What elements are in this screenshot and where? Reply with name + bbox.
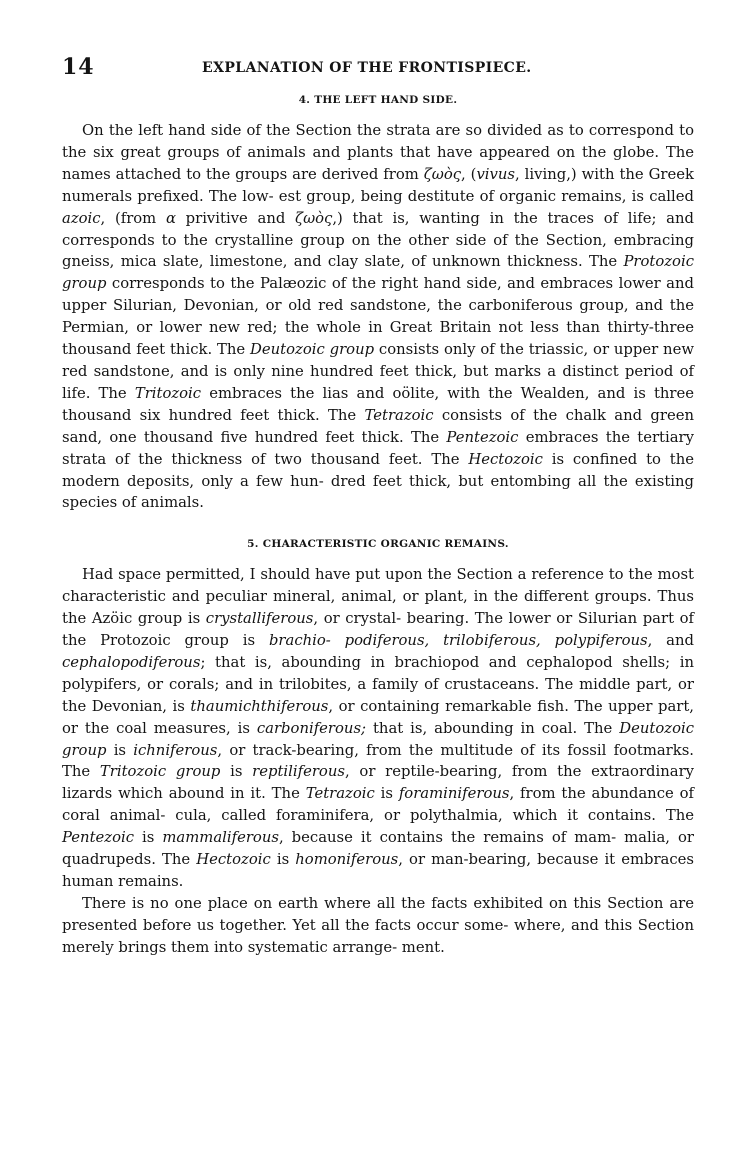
paragraph-closing: There is no one place on earth where all the facts exhibited on this Section are presented before us together. Yet all the facts occur some- where, and this Section merely brings them into systematic arrange- ment. <box>62 894 694 956</box>
paragraph-organic-remains: Had space permitted, I should have put upon the Section a reference to the most characteristic and peculiar mineral, animal, or plant, in the different groups. Thus the Azöic group is crystalliferous, or crystal- bearing. The lower or Silurian part of the Protozoic group is brachio- podiferous, trilobiferous, polypiferous, and cephalopodiferous; that is, abounding in brachiopod and cephalopod shells; in polypifers, or corals; and in trilobites, a family of crustaceans. The middle part, or the Devonian, is thaumichthiferous, or containing remarkable fish. The upper part, or the coal measures, is carboniferous; that is, abounding in coal. The Deutozoic group is ichniferous, or track-bearing, from the multitude of its fossil footmarks. The Tritozoic group is reptiliferous, or reptile-bearing, from the extraordinary lizards which abound in it. The Tetrazoic is foraminiferous, from the abundance of coral animal- cula, called foraminifera, or polythalmia, which it contains. The Pentezoic is mammaliferous, because it contains the remains of mam- malia, or quadrupeds. The Hectozoic is homoniferous, or man-bearing, because it embraces human remains. <box>62 566 695 890</box>
paragraph-left-hand-side: On the left hand side of the Section the strata are so divided as to correspond to the six great groups of animals and plants that have appeared on the globe. The names attached to the groups are derived from ζωὸς, (vivus, living,) with the Greek numerals prefixed. The low- est group, being destitute of organic remains, is called azoic, (from α privitive and ζωὸς,) that is, wanting in the traces of life; and corresponds to the crystalline group on the other side of the Section, embracing gneiss, mica slate, limestone, and clay slate, of unknown thickness. The Protozoic group corresponds to the Palæozic of the right hand side, and embraces lower and upper Silurian, Devonian, or old red sandstone, the carboniferous group, and the Permian, or lower new red; the whole in Great Britain not less than thirty-three thousand feet thick. The Deutozoic group consists only of the triassic, or upper new red sandstone, and is only nine hundred feet thick, but marks a distinct period of life. The Tritozoic embraces the lias and oölite, with the Wealden, and is three thousand six hundred feet thick. The Tetrazoic consists of the chalk and green sand, one thousand five hundred feet thick. The Pentezoic embraces the tertiary strata of the thickness of two thousand feet. The Hectozoic is confined to the modern deposits, only a few hun- dred feet thick, but entombing all the existing species of animals. <box>62 122 695 512</box>
section-heading-organic-remains: 5. CHARACTERISTIC ORGANIC REMAINS. <box>247 538 509 551</box>
running-head <box>62 54 694 84</box>
page-number: 14 <box>62 54 95 80</box>
book-page <box>62 54 694 959</box>
running-title: EXPLANATION OF THE FRONTISPIECE. <box>202 60 532 76</box>
section-heading-left-hand-side: 4. THE LEFT HAND SIDE. <box>298 94 458 106</box>
